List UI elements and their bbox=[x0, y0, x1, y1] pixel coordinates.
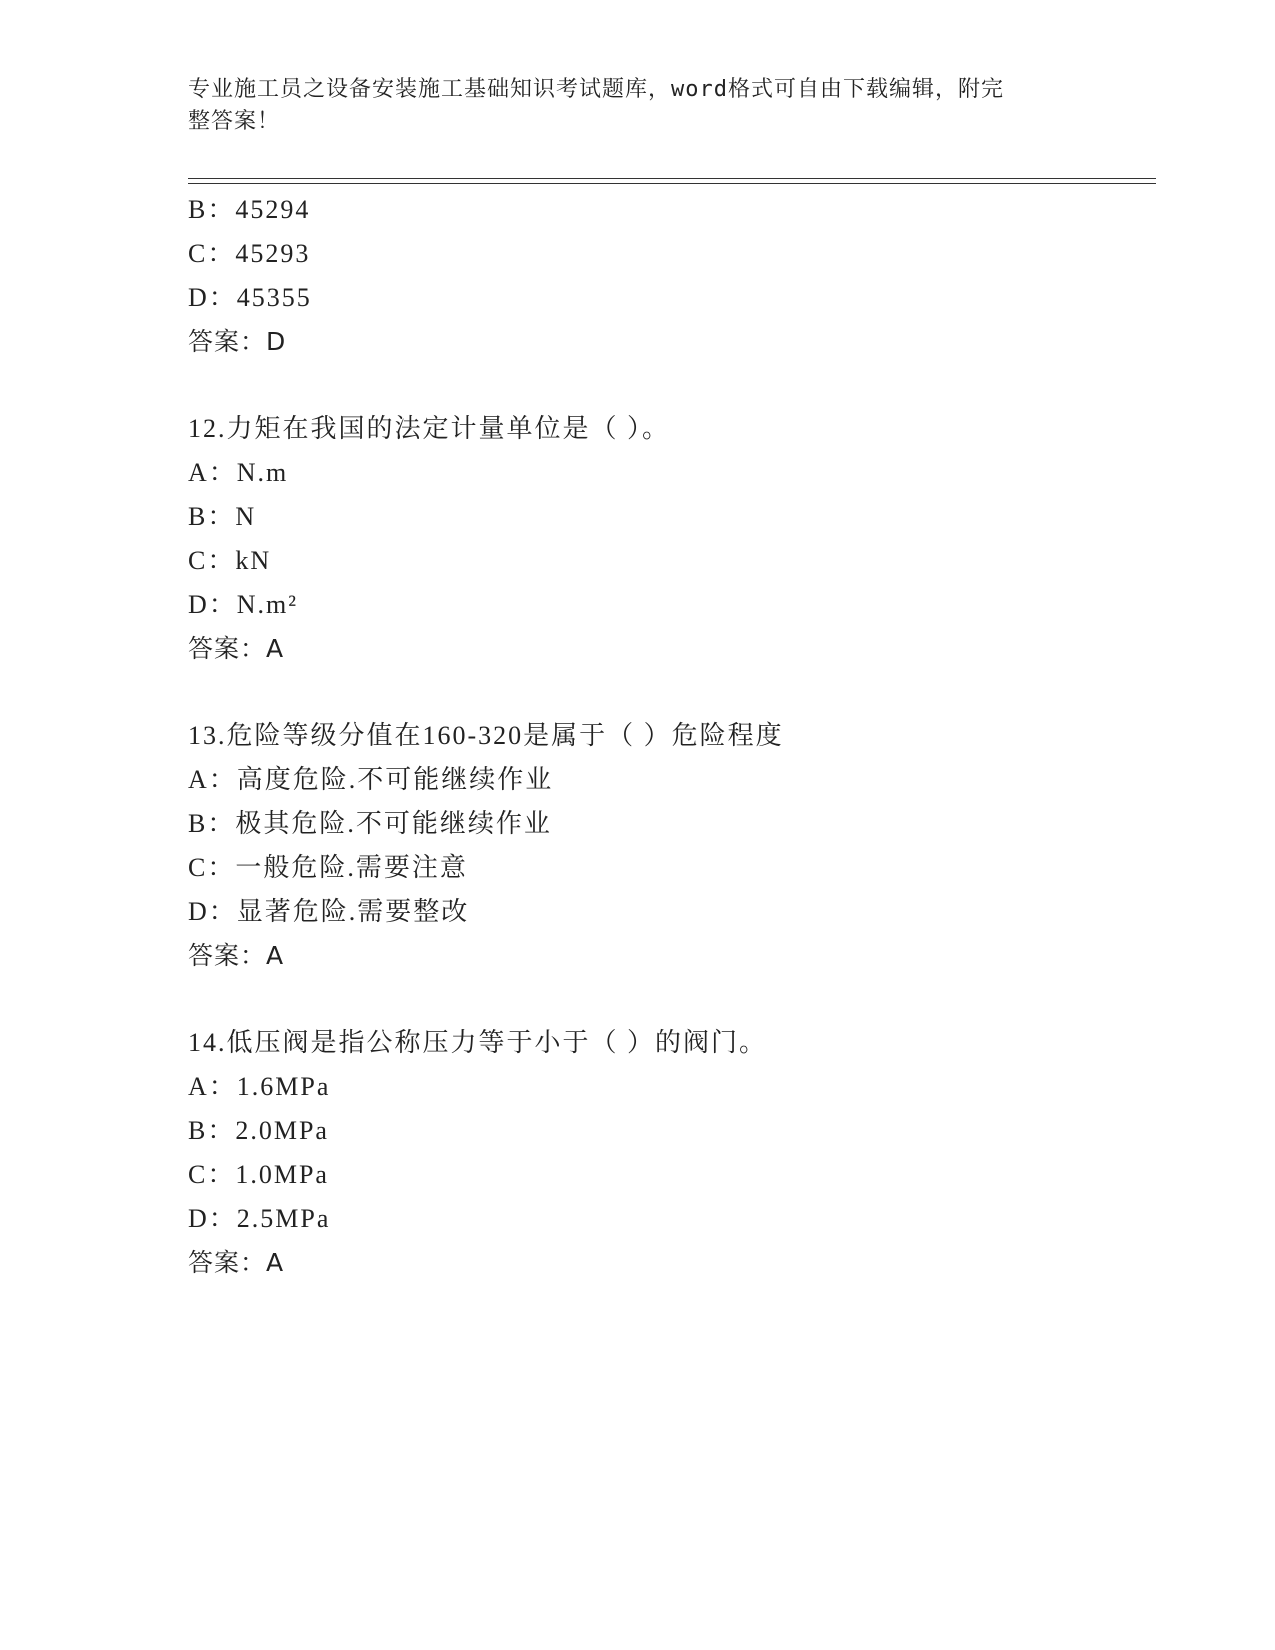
option-c: C：kN bbox=[188, 546, 272, 575]
document-header bbox=[188, 74, 1088, 138]
option-c: C：一般危险.需要注意 bbox=[188, 853, 468, 882]
option-b: B：极其危险.不可能继续作业 bbox=[188, 809, 552, 838]
answer-label: 答案：A bbox=[188, 634, 285, 663]
option-c: C：1.0MPa bbox=[188, 1160, 329, 1189]
option-c: C：45293 bbox=[188, 239, 311, 268]
question-stem: 12.力矩在我国的法定计量单位是（ ）。 bbox=[188, 414, 671, 443]
header-divider-bottom bbox=[188, 183, 1156, 184]
option-a: A：高度危险.不可能继续作业 bbox=[188, 765, 554, 794]
header-divider-top bbox=[188, 178, 1156, 179]
option-b: B：N bbox=[188, 502, 257, 531]
question-stem: 13.危险等级分值在160-320是属于（ ）危险程度 bbox=[188, 721, 784, 750]
option-d: D：2.5MPa bbox=[188, 1204, 331, 1233]
answer-label: 答案：A bbox=[188, 941, 285, 970]
header-line-2: 整答案！ bbox=[188, 109, 281, 134]
option-b: B：45294 bbox=[188, 195, 311, 224]
answer-label: 答案：D bbox=[188, 327, 287, 356]
option-d: D：45355 bbox=[188, 283, 312, 312]
option-a: A：1.6MPa bbox=[188, 1072, 331, 1101]
option-a: A：N.m bbox=[188, 458, 289, 487]
header-line-1: 专业施工员之设备安装施工基础知识考试题库，word格式可自由下载编辑，附完 bbox=[188, 77, 1004, 102]
question-stem: 14.低压阀是指公称压力等于小于（ ）的阀门。 bbox=[188, 1028, 768, 1057]
option-d: D：N.m² bbox=[188, 590, 299, 619]
option-b: B：2.0MPa bbox=[188, 1116, 329, 1145]
option-d: D：显著危险.需要整改 bbox=[188, 897, 470, 926]
answer-label: 答案：A bbox=[188, 1248, 285, 1277]
